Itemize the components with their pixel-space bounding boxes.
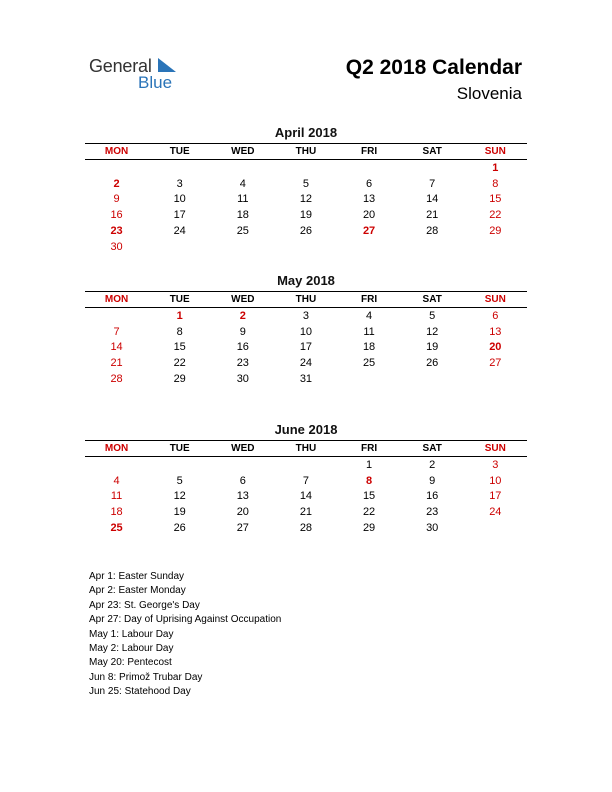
day-cell: 16 [426, 490, 439, 503]
weekday-header [85, 440, 527, 457]
day-cell: 6 [366, 177, 373, 190]
day-cell: 21 [426, 209, 439, 222]
week-row [85, 457, 527, 473]
weekday-sat: SAT [422, 146, 442, 157]
day-cell: 30 [110, 240, 123, 253]
day-cell: 18 [110, 506, 123, 519]
holiday-item: Apr 1: Easter Sunday [89, 571, 185, 582]
day-cell: 15 [173, 341, 186, 354]
week-row [85, 340, 527, 356]
day-cell: 28 [110, 373, 123, 386]
day-cell: 5 [176, 474, 183, 487]
weekday-sun: SUN [484, 443, 506, 454]
day-cell: 16 [110, 209, 123, 222]
day-cell: 2 [113, 177, 120, 190]
day-cell: 24 [173, 225, 186, 238]
day-cell: 7 [113, 325, 120, 338]
holiday-item: Apr 23: St. George's Day [89, 599, 200, 611]
weekday-thu: THU [295, 443, 317, 454]
day-cell: 21 [299, 506, 313, 519]
week-row [85, 504, 527, 520]
day-cell: 20 [362, 209, 376, 222]
day-cell: 29 [489, 225, 502, 238]
logo-word-general: General [89, 56, 152, 76]
day-cell: 7 [302, 474, 309, 487]
holiday-item: Apr 2: Easter Monday [89, 585, 186, 597]
day-cell: 22 [489, 209, 502, 222]
day-cell: 1 [492, 161, 499, 174]
day-cell: 13 [362, 193, 376, 206]
day-cell: 9 [113, 193, 120, 206]
day-cell: 25 [110, 522, 123, 535]
week-row [85, 308, 527, 324]
day-cell: 1 [176, 309, 183, 322]
week-row [85, 192, 527, 208]
day-cell: 22 [362, 506, 376, 519]
day-cell: 8 [176, 325, 183, 338]
day-cell: 28 [299, 522, 313, 535]
logo-triangle-icon [158, 58, 176, 72]
weekday-wed: WED [231, 146, 255, 157]
day-cell: 3 [492, 458, 499, 471]
weekday-sat: SAT [422, 443, 442, 454]
day-cell: 13 [489, 325, 502, 338]
holiday-item: May 2: Labour Day [89, 643, 174, 655]
day-cell: 11 [110, 490, 123, 503]
weekday-fri: FRI [361, 443, 378, 454]
day-cell: 26 [299, 225, 313, 238]
week-row [85, 223, 527, 239]
day-cell: 8 [366, 474, 373, 487]
holiday-list [89, 570, 281, 700]
day-cell: 9 [239, 325, 246, 338]
day-cell: 5 [429, 309, 436, 322]
weekday-wed: WED [231, 294, 255, 305]
country-name: Slovenia [456, 84, 522, 103]
day-cell: 10 [173, 193, 186, 206]
holiday-item: Jun 25: Statehood Day [89, 686, 191, 698]
day-cell: 18 [236, 209, 249, 222]
day-cell: 13 [236, 490, 249, 503]
logo-word-blue: Blue [138, 73, 173, 92]
day-cell: 2 [429, 458, 436, 471]
day-cell: 7 [429, 177, 436, 190]
day-cell: 26 [426, 357, 439, 370]
day-cell: 8 [492, 177, 499, 190]
day-cell: 31 [299, 373, 313, 386]
day-cell: 3 [176, 177, 183, 190]
day-cell: 17 [299, 341, 313, 354]
month-may [85, 273, 527, 387]
day-cell: 12 [299, 193, 313, 206]
weekday-tue: TUE [169, 146, 190, 157]
day-cell: 9 [429, 474, 436, 487]
day-cell: 14 [426, 193, 439, 206]
month-june [85, 422, 527, 536]
weekday-sun: SUN [484, 294, 506, 305]
holiday-item: May 1: Labour Day [89, 628, 174, 640]
weekday-sun: SUN [484, 146, 506, 157]
day-cell: 24 [299, 357, 313, 370]
day-cell: 14 [110, 341, 123, 354]
holiday-item: May 20: Pentecost [89, 657, 172, 669]
day-cell: 4 [366, 309, 373, 322]
day-cell: 27 [489, 357, 502, 370]
day-cell: 23 [236, 357, 249, 370]
day-cell: 23 [426, 506, 439, 519]
weekday-thu: THU [295, 146, 317, 157]
weekday-thu: THU [295, 294, 317, 305]
day-cell: 27 [362, 225, 376, 238]
day-cell: 26 [173, 522, 186, 535]
day-cell: 19 [299, 209, 313, 222]
day-cell: 17 [173, 209, 186, 222]
day-cell: 3 [302, 309, 309, 322]
day-cell: 24 [489, 506, 502, 519]
day-cell: 22 [173, 357, 186, 370]
day-cell: 11 [363, 325, 375, 338]
day-cell: 19 [173, 506, 186, 519]
day-cell: 10 [489, 474, 502, 487]
week-row [85, 160, 527, 176]
weekday-tue: TUE [169, 294, 190, 305]
day-cell: 30 [236, 373, 249, 386]
day-cell: 19 [426, 341, 439, 354]
day-cell: 25 [236, 225, 249, 238]
week-row [85, 371, 527, 387]
day-cell: 2 [239, 309, 246, 322]
weekday-mon: MON [104, 294, 129, 305]
weekday-mon: MON [104, 146, 129, 157]
weekday-wed: WED [231, 443, 255, 454]
holiday-item: Apr 27: Day of Uprising Against Occupation [89, 614, 282, 626]
day-cell: 29 [173, 373, 186, 386]
week-row [85, 176, 527, 192]
generalblue-logo [89, 56, 199, 96]
day-cell: 4 [113, 474, 120, 487]
month-title: June 2018 [274, 422, 338, 437]
day-cell: 20 [236, 506, 249, 519]
weekday-fri: FRI [361, 294, 378, 305]
day-cell: 29 [362, 522, 376, 535]
week-row [85, 520, 527, 536]
week-row [85, 207, 527, 223]
weekday-fri: FRI [361, 146, 378, 157]
day-cell: 6 [239, 474, 246, 487]
week-row [85, 239, 527, 255]
day-cell: 12 [173, 490, 186, 503]
day-cell: 17 [489, 490, 502, 503]
week-row [85, 489, 527, 505]
week-row [85, 324, 527, 340]
day-cell: 4 [239, 177, 246, 190]
day-cell: 21 [110, 357, 123, 370]
month-title: May 2018 [277, 273, 335, 288]
day-cell: 5 [302, 177, 309, 190]
page-title: Q2 2018 Calendar [345, 56, 522, 79]
month-title: April 2018 [274, 125, 338, 140]
day-cell: 18 [362, 341, 376, 354]
day-cell: 1 [366, 458, 373, 471]
day-cell: 11 [237, 193, 249, 206]
day-cell: 28 [426, 225, 439, 238]
weekday-header [85, 291, 527, 308]
month-april [85, 125, 527, 255]
day-cell: 16 [236, 341, 249, 354]
day-cell: 23 [110, 225, 123, 238]
weekday-mon: MON [104, 443, 129, 454]
day-cell: 6 [492, 309, 499, 322]
holiday-item: Jun 8: Primož Trubar Day [89, 671, 203, 683]
weekday-header [85, 143, 527, 160]
day-cell: 12 [426, 325, 439, 338]
day-cell: 10 [299, 325, 313, 338]
day-cell: 15 [489, 193, 502, 206]
weekday-tue: TUE [169, 443, 190, 454]
weekday-sat: SAT [422, 294, 442, 305]
day-cell: 25 [362, 357, 376, 370]
day-cell: 20 [489, 341, 502, 354]
week-row [85, 355, 527, 371]
week-row [85, 473, 527, 489]
day-cell: 14 [299, 490, 313, 503]
day-cell: 27 [236, 522, 249, 535]
day-cell: 15 [362, 490, 376, 503]
day-cell: 30 [426, 522, 439, 535]
